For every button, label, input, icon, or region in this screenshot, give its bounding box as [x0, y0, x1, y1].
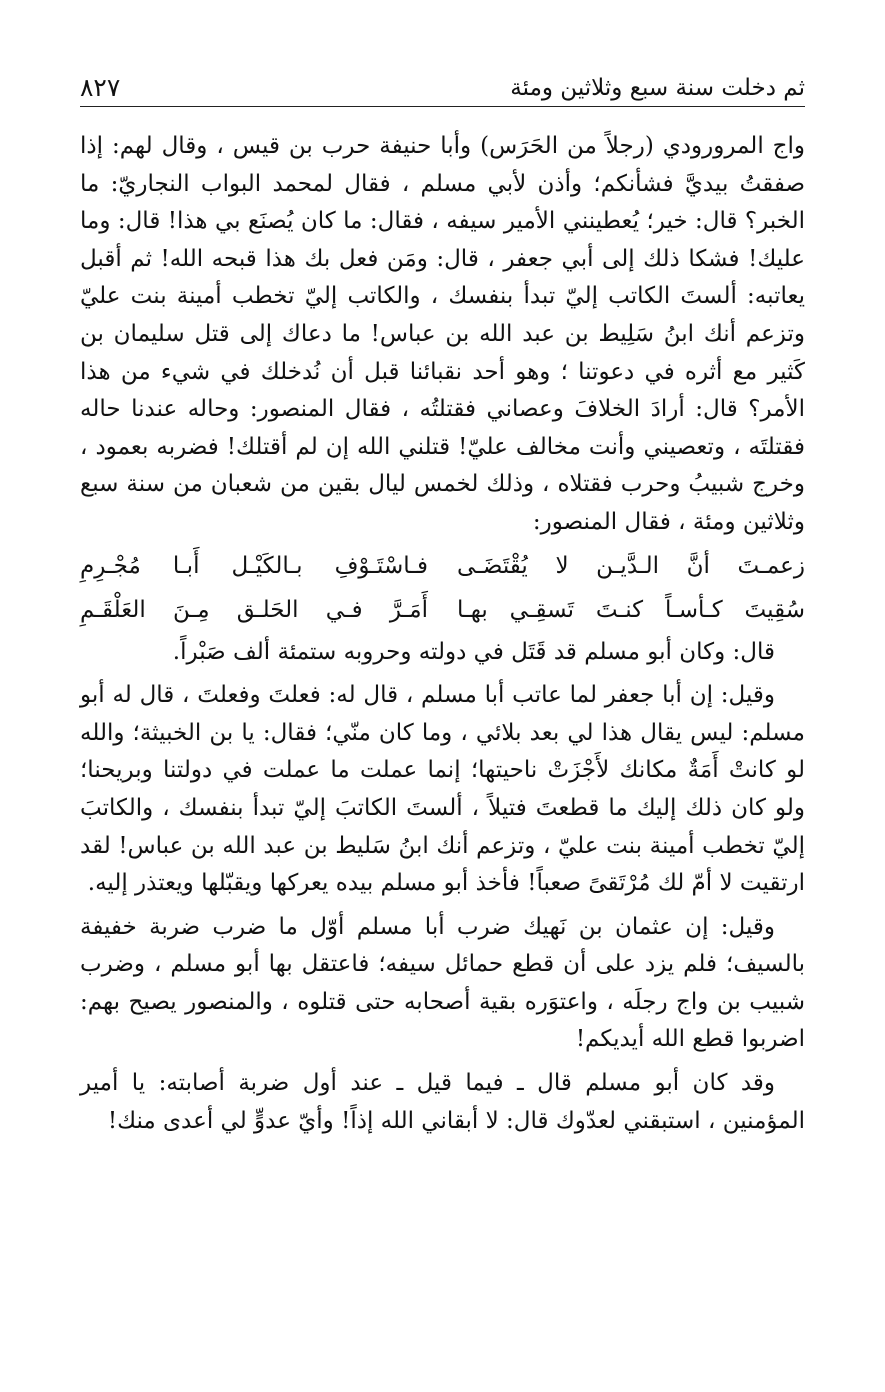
poem-verse	[80, 544, 805, 588]
page-number: ٨٢٧	[80, 73, 121, 102]
poem-hemistich-left: أَمَـرَّ فـي الحَلـق مِـنَ العَلْقَـمِ	[80, 596, 428, 623]
poem	[80, 544, 805, 632]
paragraph: قال: وكان أبو مسلم قد قَتَل في دولته وحروبه ستمئة ألف صَبْراً.	[172, 638, 775, 665]
page-header	[80, 56, 805, 100]
poem-hemistich-right: زعمـتَ أنَّ الـدَّيـن لا يُقْتَضَـى	[457, 552, 805, 579]
poem-verse	[80, 588, 805, 632]
poem-hemistich-right: سُقِيتَ كـأسـاً كنـتَ تَسقِـي بهـا	[457, 596, 805, 623]
paragraph: وقيل: إن عثمان بن نَهيك ضرب أبا مسلم أوّل ما ضرب ضربة خفيفة بالسيف؛ فلم يزد على أن قطع حمائل سيفه؛ فاعتقل بها أبو مسلم ، وضرب شبيب بن واج رجلَه ، واعتوَره بقية أصحابه حتى قتلوه ، والمنصور يصيح بهم: اضربوا قطع الله أيديكم!	[80, 913, 805, 1053]
poem-hemistich-left: فـاسْتَـوْفِ بـالكَيْـل أَبـا مُجْـرِمِ	[80, 552, 428, 579]
paragraph: وقد كان أبو مسلم قال ـ فيما قيل ـ عند أول ضربة أصابته: يا أمير المؤمنين ، استبقني لعدّوك قال: لا أبقاني الله إذاً! وأيّ عدوٍّ لي أعدى منك!	[80, 1070, 805, 1134]
header-rule	[80, 106, 805, 107]
paragraph: وقيل: إن أبا جعفر لما عاتب أبا مسلم ، قال له: فعلتَ وفعلتَ ، قال له أبو مسلم: ليس يقال هذا لي بعد بلائي ، وما كان منّي؛ فقال: يا بن الخبيثة؛ والله لو كانتْ أَمَةٌ مكانك لأَجْزَتْ ناحيتها؛ إنما عملت ما عملت في دولتنا وبريحنا؛ ولو كان ذلك إليك ما قطعتَ فتيلاً ، ألستَ الكاتبَ إليّ تبدأ بنفسك ، والكاتبَ إليّ تخطب أمينة بنت عليّ ، وتزعم أنك ابنُ سَليط بن عبد الله بن عباس! لقد ارتقيت لا أمّ لك مُرْتَقىً صعباً! فأخذ أبو مسلم بيده يعركها ويقبّلها ويعتذر إليه.	[80, 682, 805, 897]
paragraph: واج المرورودي (رجلاً من الحَرَس) وأبا حنيفة حرب بن قيس ، وقال لهم: إذا صفقتُ بيديَّ فشأنكم؛ وأذن لأبي مسلم ، فقال لمحمد البواب النجاريّ: ما الخبر؟ قال: خير؛ يُعطينني الأمير سيفه ، فقال: ما كان يُصنَع بي هذا! قال: وما عليك! فشكا ذلك إلى أبي جعفر ، قال: ومَن فعل بك هذا قبحه الله! ثم أقبل يعاتبه: ألستَ الكاتب إليّ تبدأ بنفسك ، والكاتب إليّ تخطب أمينة بنت عليّ وتزعم أنك ابنُ سَلِيط بن عبد الله بن عباس! ما دعاك إلى قتل سليمان بن كَثير مع أثره في دعوتنا ؛ وهو أحد نقبائنا قبل أن نُدخلك في شيء من هذا الأمر؟ قال: أرادَ الخلافَ وعصاني فقتلتُه ، فقال المنصور: وحاله عندنا حاله فقتلتَه ، وتعصيني وأنت مخالف عليّ! قتلني الله إن لم أقتلك! فضربه بعمود ، وخرج شبيبُ وحرب فقتلاه ، وذلك لخمس ليال بقين من شعبان من سنة سبع وثلاثين ومئة ، فقال المنصور:	[80, 133, 806, 535]
body-text	[80, 128, 805, 1140]
running-title: ثم دخلت سنة سبع وثلاثين ومئة	[510, 75, 805, 101]
